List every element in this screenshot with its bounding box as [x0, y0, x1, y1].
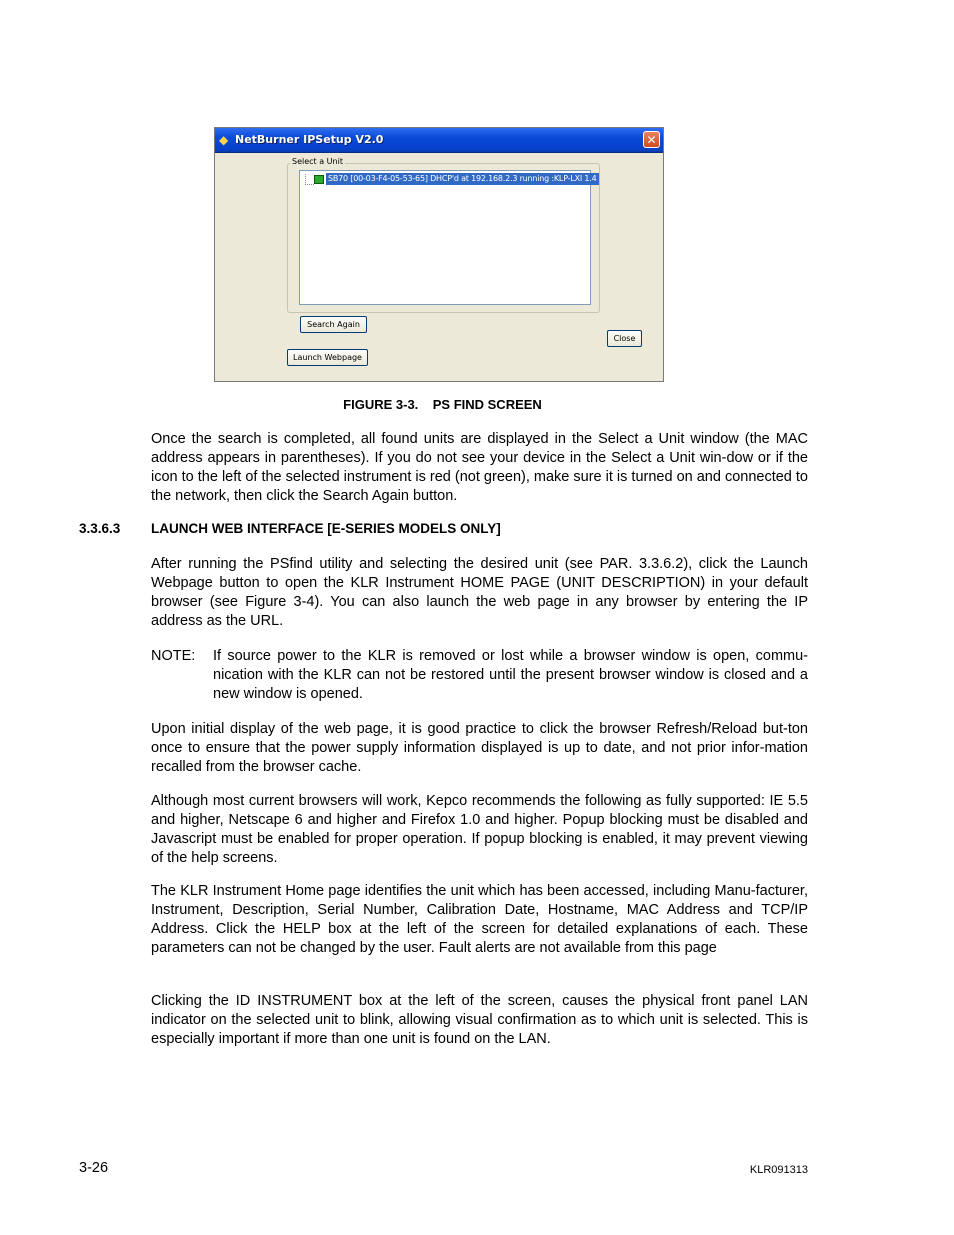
green-network-unit-icon — [314, 175, 324, 184]
close-button[interactable]: Close — [607, 330, 642, 347]
paragraph-id-instrument: Clicking the ID INSTRUMENT box at the left of the screen, causes the physical front panel LAN indicator on the selected unit to blink, allowing visual confirmation as to which unit is selected. This is especially important if more than one unit is found on the LAN. — [151, 993, 808, 1047]
paragraph-launch-webpage: After running the PSfind utility and selecting the desired unit (see PAR. 3.3.6.2), click the Launch Webpage button to open the KLR Instrument HOME PAGE (UNIT DESCRIPTION) in your default browser (see Figure 3-4). You can also launch the web page in any browser by entering the IP address as the URL. — [151, 556, 808, 629]
paragraph-refresh: Upon initial display of the web page, it is good practice to click the browser Refresh/Reload but-ton once to ensure that the power supply information displayed is up to date, and not prior infor-mation recalled from the browser cache. — [151, 721, 808, 775]
paragraph-home-page: The KLR Instrument Home page identifies the unit which has been accessed, including Manu-facturer, Instrument, Description, Serial Number, Calibration Date, Hostname, MAC Address and TCP/IP Address. Click the HELP box at the left of the screen for detailed explanations of each. These parameters can not be changed by the user. Fault alerts are not available from this page — [151, 883, 808, 956]
dialog-title-bar — [215, 128, 663, 153]
dialog-title: NetBurner IPSetup V2.0 — [235, 133, 384, 146]
netburner-app-icon: ◆ — [219, 133, 229, 147]
search-again-button[interactable]: Search Again — [300, 316, 367, 333]
close-icon[interactable]: ✕ — [643, 131, 660, 148]
note-text: If source power to the KLR is removed or lost while a browser window is open, commu-nication with the KLR can not be restored until the present browser window is closed and a new window is opened. — [213, 648, 808, 702]
paragraph-search-results: Once the search is completed, all found units are displayed in the Select a Unit window (the MAC address appears in parentheses). If you do not see your device in the Select a Unit win-dow or if the icon to the left of the selected instrument is red (not green), make sure it is turned on and connected to the network, then click the Search Again button. — [151, 431, 808, 504]
ipsetup-dialog — [214, 127, 664, 382]
section-number: 3.3.6.3 — [79, 521, 121, 536]
tree-branch-line — [305, 174, 314, 185]
unit-listbox[interactable] — [299, 170, 597, 305]
note-label: NOTE: — [151, 648, 196, 664]
section-title: LAUNCH WEB INTERFACE [E-SERIES MODELS ONLY] — [151, 521, 501, 536]
document-code: KLR091313 — [749, 1164, 808, 1176]
page-number: 3-26 — [79, 1160, 109, 1176]
unit-list-item[interactable]: SB70 [00-03-F4-05-53-65] DHCP'd at 192.168.2.3 running :KLP-LXI 1.4 — [328, 174, 597, 183]
launch-webpage-button[interactable]: Launch Webpage — [287, 349, 368, 366]
figure-caption: FIGURE 3-3. PS FIND SCREEN — [343, 397, 542, 412]
select-unit-label: Select a Unit — [292, 157, 343, 166]
paragraph-browsers: Although most current browsers will work, Kepco recommends the following as fully supported: IE 5.5 and higher, Netscape 6 and higher and Firefox 1.0 and higher. Popup blocking must be disabled and Javascript must be enabled for proper operation. If popup blocking is enabled, it may prevent viewing of the help screens. — [151, 793, 808, 866]
